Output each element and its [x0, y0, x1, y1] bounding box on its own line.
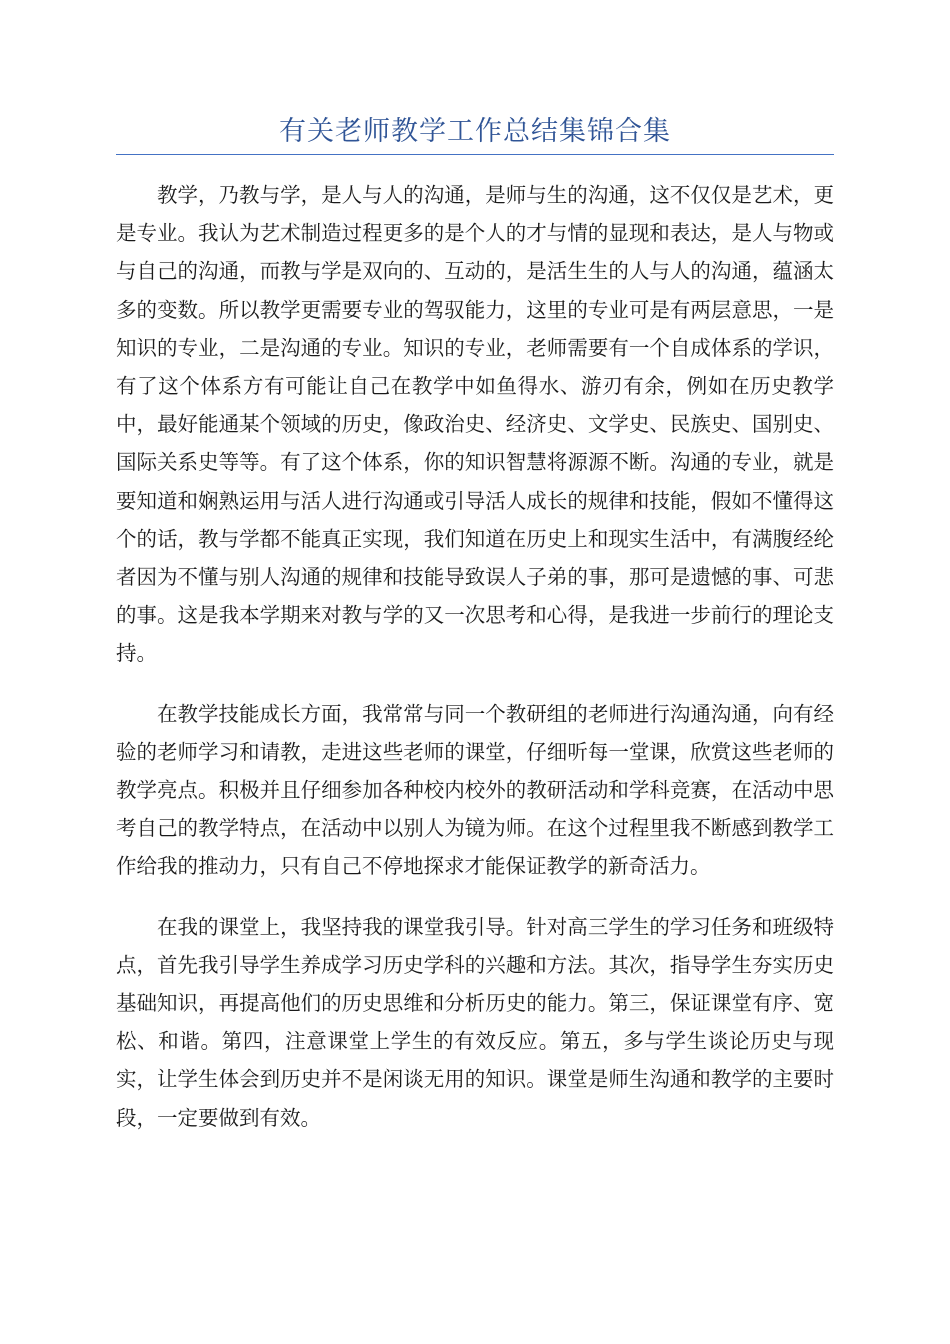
title-underline	[116, 154, 834, 155]
paragraph-1: 教学，乃教与学，是人与人的沟通，是师与生的沟通，这不仅仅是艺术，更是专业。我认为艺术制造过程更多的是个人的才与情的显现和表达，是人与物或与自己的沟通，而教与学是双向的、互动的，是活生生的人与人的沟通，蕴涵太多的变数。所以教学更需要专业的驾驭能力，这里的专业可是有两层意思，一是知识的专业，二是沟通的专业。知识的专业，老师需要有一个自成体系的学识，有了这个体系方有可能让自己在教学中如鱼得水、游刃有余，例如在历史教学中，最好能通某个领域的历史，像政治史、经济史、文学史、民族史、国别史、国际关系史等等。有了这个体系，你的知识智慧将源源不断。沟通的专业，就是要知道和娴熟运用与活人进行沟通或引导活人成长的规律和技能，假如不懂得这个的话，教与学都不能真正实现，我们知道在历史上和现实生活中，有满腹经纶者因为不懂与别人沟通的规律和技能导致误人子弟的事，那可是遗憾的事、可悲的事。这是我本学期来对教与学的又一次思考和心得，是我进一步前行的理论支持。	[116, 183, 834, 666]
paragraph-2: 在教学技能成长方面，我常常与同一个教研组的老师进行沟通沟通，向有经验的老师学习和请教，走进这些老师的课堂，仔细听每一堂课，欣赏这些老师的教学亮点。积极并且仔细参加各种校内校外的教研活动和学科竞赛，在活动中思考自己的教学特点，在活动中以别人为镜为师。在这个过程里我不断感到教学工作给我的推动力，只有自己不停地探求才能保证教学的新奇活力。	[116, 701, 834, 879]
document-title: 有关老师教学工作总结集锦合集	[279, 116, 671, 147]
paragraph-3: 在我的课堂上，我坚持我的课堂我引导。针对高三学生的学习任务和班级特点，首先我引导学生养成学习历史学科的兴趣和方法。其次，指导学生夯实历史基础知识，再提高他们的历史思维和分析历史的能力。第三，保证课堂有序、宽松、和谐。第四，注意课堂上学生的有效反应。第五，多与学生谈论历史与现实，让学生体会到历史并不是闲谈无用的知识。课堂是师生沟通和教学的主要时段，一定要做到有效。	[116, 914, 834, 1130]
document-body	[116, 176, 834, 1159]
